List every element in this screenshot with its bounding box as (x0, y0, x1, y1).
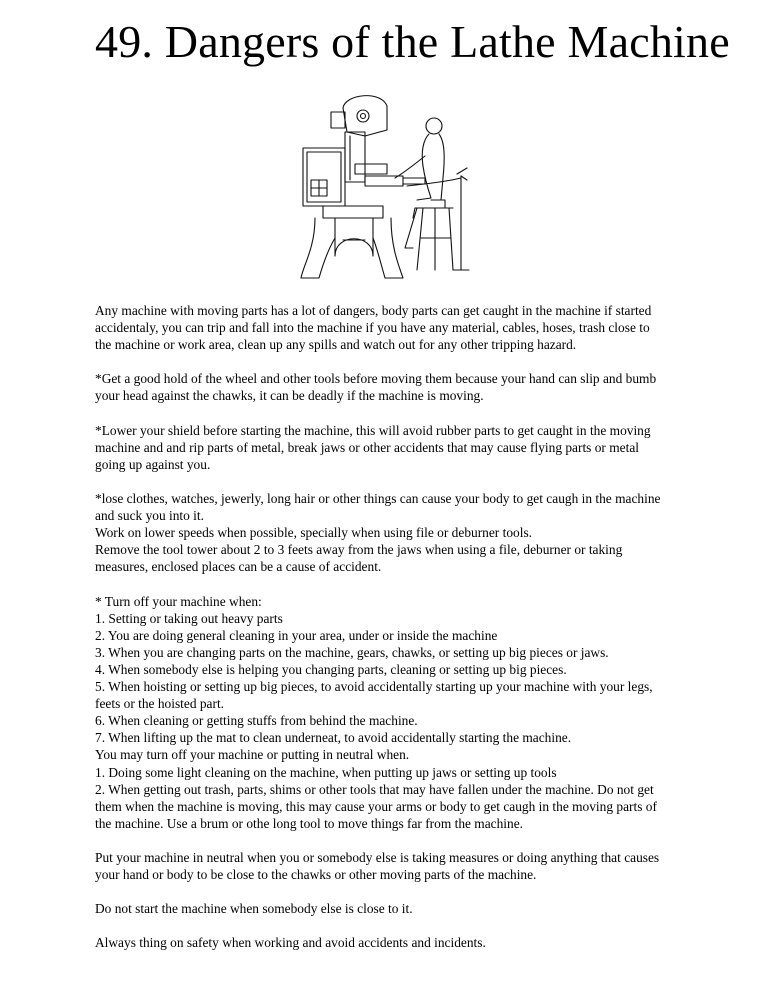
text-line: Always thing on safety when working and avoid accidents and incidents. (95, 935, 486, 951)
paragraph-wheel (95, 370, 745, 404)
text-line: Work on lower speeds when possible, specially when using file or deburner tools. (95, 525, 532, 541)
paragraph-clothes (95, 490, 745, 575)
text-line: and suck you into it. (95, 508, 204, 524)
text-line: Any machine with moving parts has a lot of dangers, body parts can get caught in the machine if started (95, 303, 652, 318)
text-line: *Lower your shield before starting the machine, this will avoid rubber parts to get caught in the moving (95, 422, 651, 438)
list-item: 3. When you are changing parts on the machine, gears, chawks, or setting up big pieces or jaws. (95, 644, 609, 660)
paragraph-shield (95, 422, 745, 473)
paragraph-intro (95, 302, 745, 353)
paragraph-turn-off-list (95, 593, 745, 832)
text-line: your hand or body to be close to the chawks or other moving parts of the machine. (95, 867, 537, 883)
paragraph-neutral (95, 849, 745, 883)
page-title: 49. Dangers of the Lathe Machine (95, 16, 730, 67)
text-line: the machine or work area, clean up any spills and watch out for any other tripping hazard. (95, 337, 577, 353)
list-item: 2. You are doing general cleaning in your area, under or inside the machine (95, 627, 498, 643)
list-item: 1. Doing some light cleaning on the machine, when putting up jaws or setting up tools (95, 764, 557, 780)
text-line: Put your machine in neutral when you or somebody else is taking measures or doing anything that causes (95, 850, 660, 865)
text-line: *lose clothes, watches, jewerly, long hair or other things can cause your body to get caugh in the machine (95, 491, 661, 507)
text-line: accidentaly, you can trip and fall into the machine if you have any material, cables, hoses, trash close to (95, 320, 650, 336)
list-item: 7. When lifting up the mat to clean underneat, to avoid accidentally starting the machine. (95, 730, 572, 746)
text-line: machine and and rip parts of metal, break jaws or other accidents that may cause flying parts or metal (95, 439, 639, 455)
text-line: Do not start the machine when somebody else is close to it. (95, 901, 413, 917)
text-line: *Get a good hold of the wheel and other tools before moving them because your hand can slip and bumb (95, 371, 657, 387)
text-line: your head against the chawks, it can be deadly if the machine is moving. (95, 388, 484, 404)
list-item: the machine. Use a brum or othe long tool to move things far from the machine. (95, 815, 524, 831)
list-item: them when the machine is moving, this may cause your arms or body to get caugh in the moving parts of (95, 798, 657, 814)
list-item: 2. When getting out trash, parts, shims or other tools that may have fallen under the machine. Do not get (95, 781, 654, 797)
lathe-operator-illustration (295, 88, 480, 288)
text-line: * Turn off your machine when: (95, 593, 262, 609)
paragraph-safety (95, 934, 745, 951)
list-item: 4. When somebody else is helping you changing parts, cleaning or setting up big pieces. (95, 661, 567, 677)
text-line: going up against you. (95, 456, 211, 472)
list-item: feets or the hoisted part. (95, 696, 225, 712)
text-line: You may turn off your machine or putting in neutral when. (95, 747, 410, 763)
text-line: measures, enclosed places can be a cause of accident. (95, 559, 382, 575)
text-line: Remove the tool tower about 2 to 3 feets away from the jaws when using a file, deburner or taking (95, 542, 623, 558)
list-item: 6. When cleaning or getting stuffs from behind the machine. (95, 713, 418, 729)
paragraph-do-not-start (95, 900, 745, 917)
list-item: 5. When hoisting or setting up big pieces, to avoid accidentally starting up your machine with your legs, (95, 679, 653, 695)
list-item: 1. Setting or taking out heavy parts (95, 610, 283, 626)
body-text (95, 302, 745, 969)
